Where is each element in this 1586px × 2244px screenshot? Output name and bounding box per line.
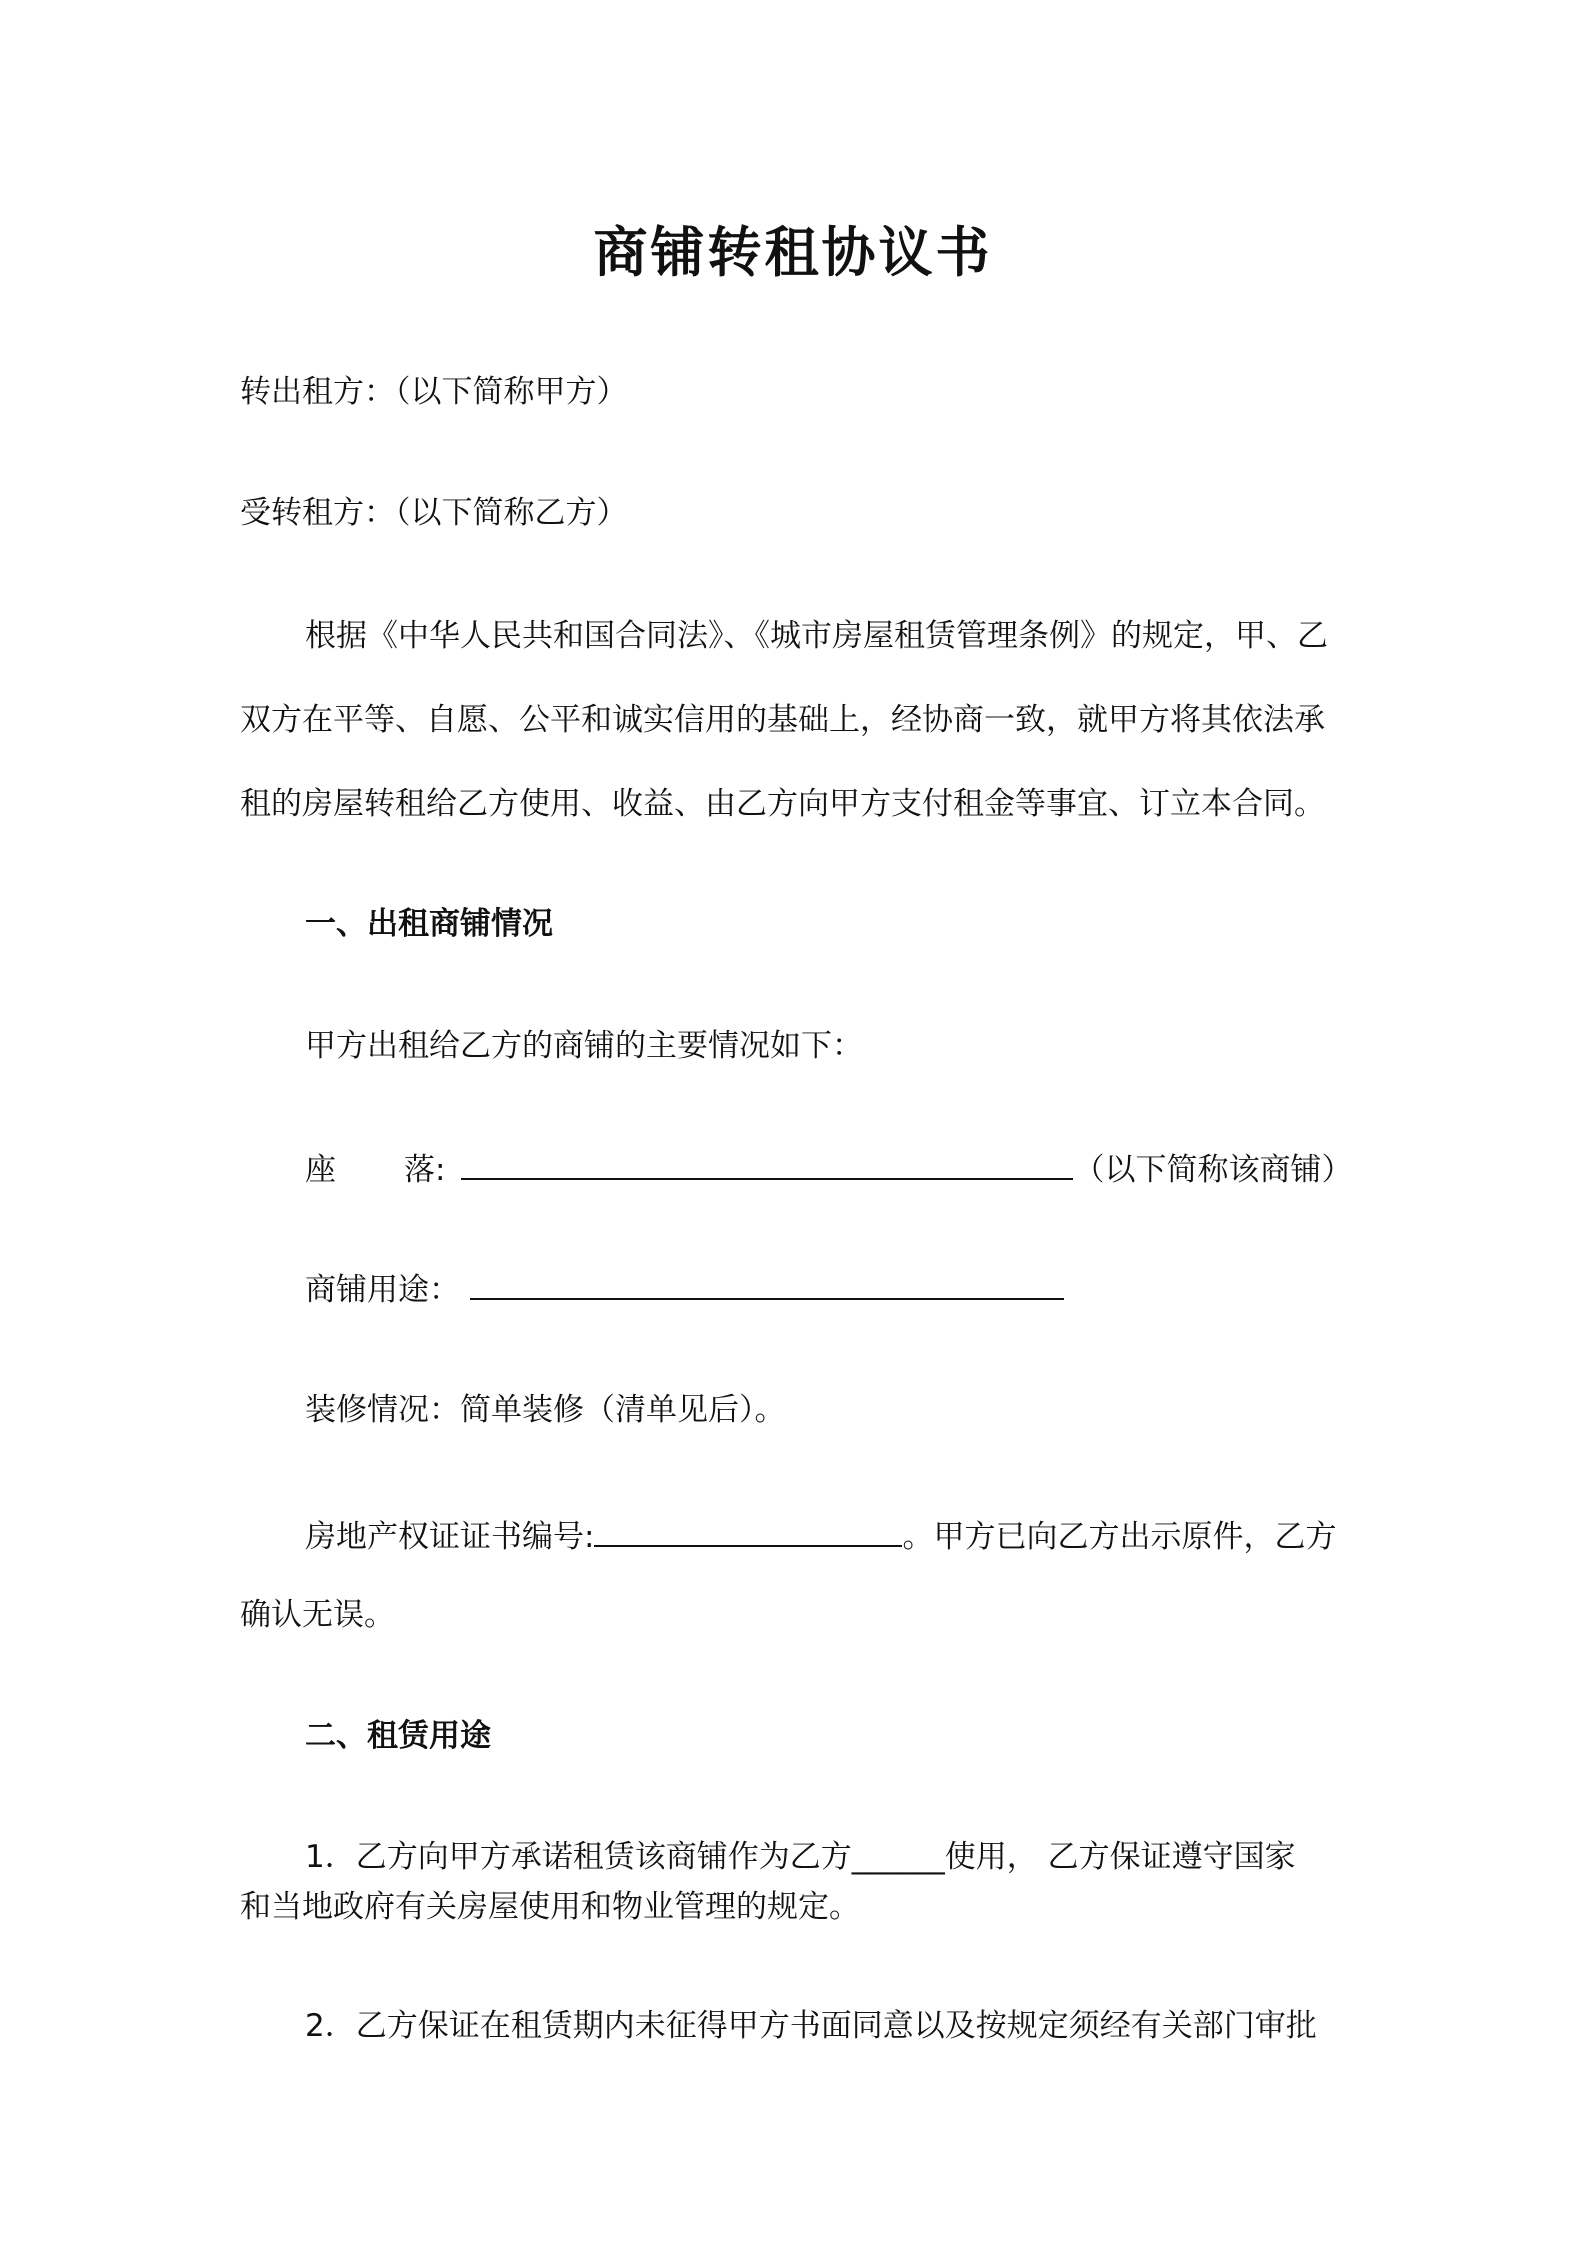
decoration-line: 装修情况：简单装修（清单见后）。 (305, 1392, 786, 1428)
usage-row (305, 1268, 1352, 1310)
cert-label: 房地产权证证书编号: (305, 1519, 595, 1555)
item1-part2: 使用， 乙方保证遵守国家 (944, 1839, 1296, 1875)
section1-intro: 甲方出租给乙方的商铺的主要情况如下： (305, 1028, 863, 1064)
item1-line-2: 和当地政府有关房屋使用和物业管理的规定。 (240, 1889, 860, 1925)
document-title: 商铺转租协议书 (593, 221, 993, 284)
location-label-part1: 座 (305, 1152, 336, 1188)
location-row (305, 1148, 1352, 1190)
item1-blank: ______ (851, 1839, 945, 1875)
preamble-line-2: 双方在平等、自愿、公平和诚实信用的基础上，经协商一致，就甲方将其依法承 (240, 702, 1325, 738)
cert-line-2: 确认无误。 (240, 1597, 395, 1633)
section2-heading: 二、租赁用途 (305, 1718, 491, 1754)
preamble-line-1: 根据《中华人民共和国合同法》、《城市房屋租赁管理条例》的规定，甲、乙 (305, 618, 1328, 654)
item2-line-1: 2．乙方保证在租赁期内未征得甲方书面同意以及按规定须经有关部门审批 (305, 2008, 1317, 2044)
cert-row (305, 1515, 1352, 1557)
location-label-part2: 落: (404, 1152, 446, 1188)
cert-suffix: 。甲方已向乙方出示原件，乙方 (902, 1519, 1337, 1555)
cert-number-blank-field[interactable] (594, 1515, 902, 1547)
item1-part1: 1．乙方向甲方承诺租赁该商铺作为乙方 (305, 1839, 852, 1875)
usage-label: 商铺用途： (305, 1272, 460, 1308)
location-blank-field[interactable] (461, 1148, 1073, 1180)
party-a-line: 转出租方：（以下简称甲方） (240, 374, 628, 410)
section1-heading: 一、出租商铺情况 (305, 906, 553, 942)
usage-blank-field[interactable] (470, 1268, 1064, 1300)
party-b-line: 受转租方：（以下简称乙方） (240, 495, 628, 531)
location-suffix: （以下简称该商铺） (1073, 1152, 1353, 1188)
item1-line-1 (305, 1837, 1352, 1877)
preamble-line-3: 租的房屋转租给乙方使用、收益、由乙方向甲方支付租金等事宜、订立本合同。 (240, 786, 1325, 822)
